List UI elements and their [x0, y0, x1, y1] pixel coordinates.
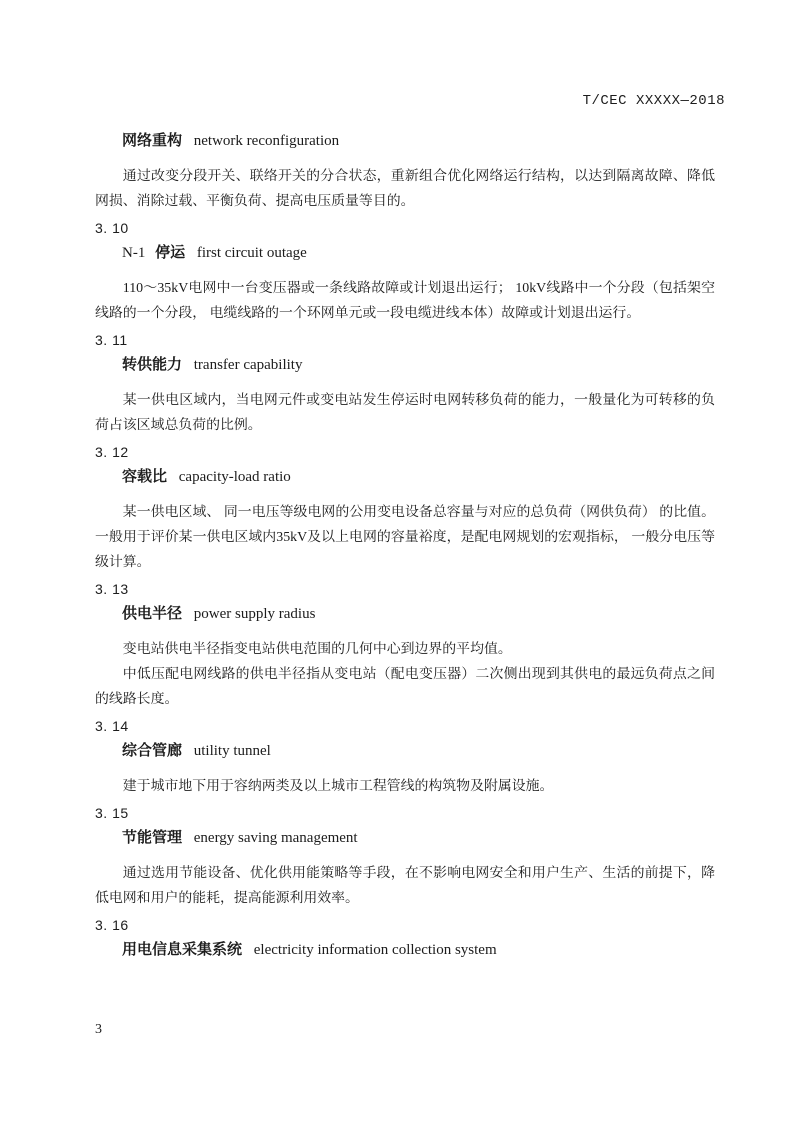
definition-section	[95, 579, 715, 712]
definition-paragraph: 变电站供电半径指变电站供电范围的几何中心到边界的平均值。	[122, 642, 512, 657]
clause-number: 3. 12	[95, 444, 129, 460]
definition-paragraph: 建于城市地下用于容纳两类及以上城市工程管线的构筑物及附属设施。	[122, 779, 554, 794]
term-heading	[95, 243, 715, 263]
definition-paragraph: 通过改变分段开关、联络开关的分合状态，重新组合优化网络运行结构，以达到隔离故障、降低网损、消除过载、平衡负荷、提高电压质量等目的。	[95, 169, 715, 209]
term-en: utility tunnel	[193, 743, 271, 759]
clause-number: 3. 10	[95, 220, 129, 236]
term-prefix: N-1	[122, 245, 146, 261]
definition-section	[95, 716, 715, 799]
definition-section	[95, 330, 715, 438]
term-zh: 用电信息采集系统	[122, 941, 243, 958]
term-en: capacity-load ratio	[178, 469, 291, 485]
term-heading	[95, 741, 715, 761]
definition-section	[95, 131, 715, 214]
term-heading	[95, 355, 715, 375]
clause-number: 3. 16	[95, 917, 129, 933]
term-zh: 综合管廊	[122, 742, 183, 759]
term-en: first circuit outage	[196, 245, 307, 261]
term-zh: 容载比	[122, 468, 168, 485]
definition-paragraph: 某一供电区域、 同一电压等级电网的公用变电设备总容量与对应的总负荷（网供负荷） 的比值。一般用于评价某一供电区域内35kV及以上电网的容量裕度，是配电网规划的宏观指标， 一般分电压等级计算。	[95, 505, 715, 570]
term-heading	[95, 467, 715, 487]
term-zh: 供电半径	[122, 605, 183, 622]
term-zh: 转供能力	[122, 356, 183, 373]
definition-section	[95, 915, 715, 960]
term-heading	[95, 940, 715, 960]
document-content	[95, 93, 715, 960]
term-heading	[95, 131, 715, 151]
term-en: electricity information collection system	[253, 942, 497, 958]
term-en: energy saving management	[193, 830, 358, 846]
definition-paragraph: 通过选用节能设备、优化供用能策略等手段，在不影响电网安全和用户生产、生活的前提下，降低电网和用户的能耗，提高能源利用效率。	[95, 866, 715, 906]
clause-number: 3. 14	[95, 718, 129, 734]
clause-number: 3. 11	[95, 332, 128, 348]
definition-paragraph: 110～35kV电网中一台变压器或一条线路故障或计划退出运行； 10kV线路中一个分段（包括架空线路的一个分段， 电缆线路的一个环网单元或一段电缆进线本体）故障或计划退出运行。	[95, 281, 715, 321]
term-en: transfer capability	[193, 357, 303, 373]
definition-section	[95, 442, 715, 575]
clause-number: 3. 13	[95, 581, 129, 597]
definition-section	[95, 803, 715, 911]
term-heading	[95, 604, 715, 624]
definition-paragraph: 某一供电区域内，当电网元件或变电站发生停运时电网转移负荷的能力，一般量化为可转移的负荷占该区域总负荷的比例。	[95, 393, 715, 433]
term-zh: 节能管理	[122, 829, 183, 846]
term-heading	[95, 828, 715, 848]
doc-code-header: T/CEC XXXXX—2018	[582, 93, 725, 109]
definition-section	[95, 218, 715, 326]
page-number: 3	[95, 1022, 102, 1037]
clause-number: 3. 15	[95, 805, 129, 821]
term-en: power supply radius	[193, 606, 316, 622]
definition-paragraph: 中低压配电网线路的供电半径指从变电站（配电变压器）二次侧出现到其供电的最远负荷点之间的线路长度。	[95, 667, 715, 707]
term-en: network reconfiguration	[193, 133, 340, 149]
term-zh: 网络重构	[122, 132, 183, 149]
term-zh: 停运	[155, 244, 186, 261]
